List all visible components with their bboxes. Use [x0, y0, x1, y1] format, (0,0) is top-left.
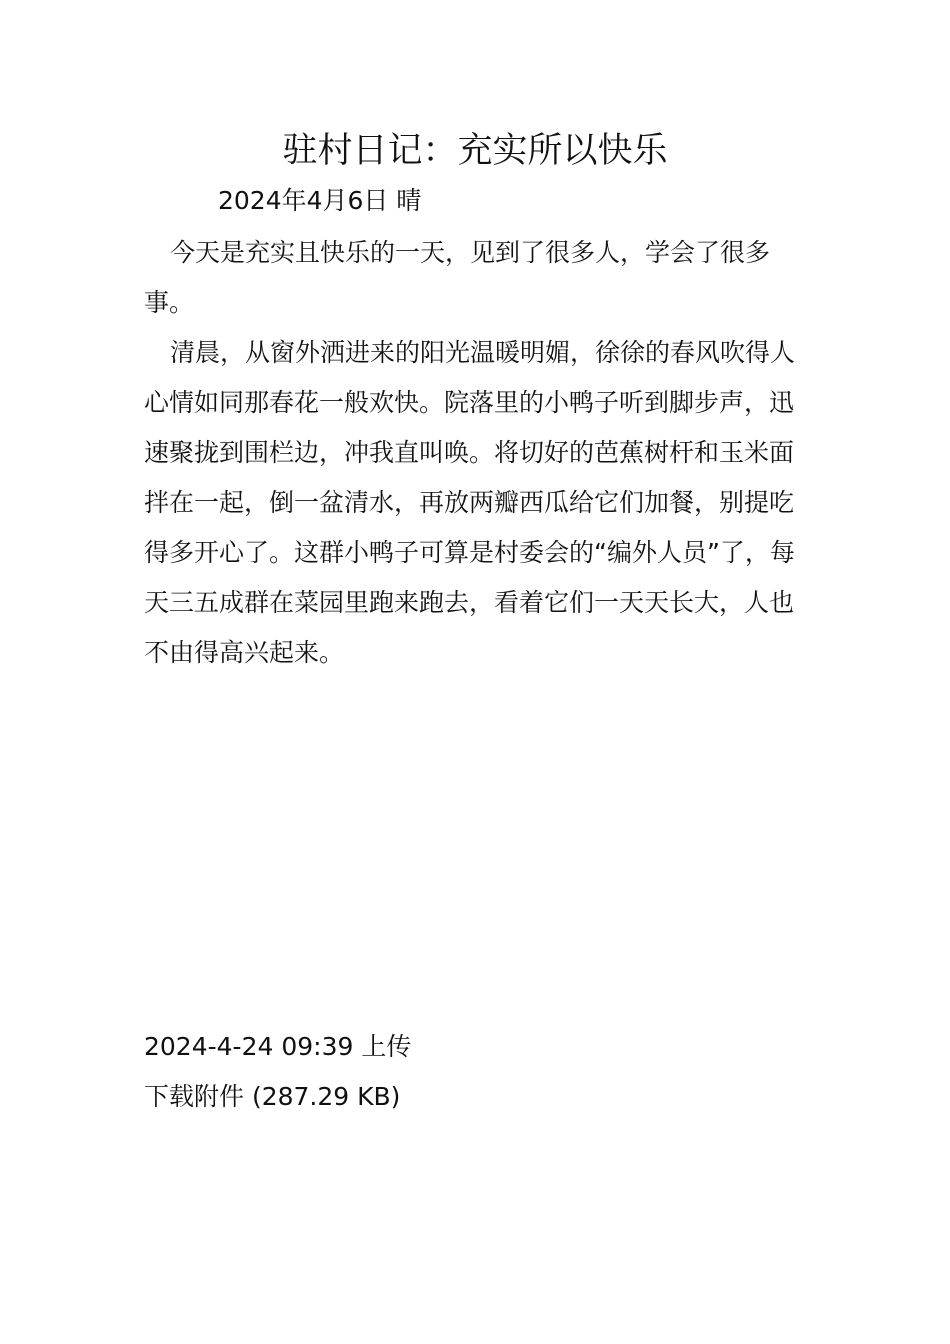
article-body — [144, 228, 808, 678]
paragraph-intro: 今天是充实且快乐的一天，见到了很多人，学会了很多事。 — [144, 238, 771, 317]
attachment-info — [144, 1022, 411, 1122]
download-attachment-link[interactable]: 下载附件 (287.29 KB) — [144, 1082, 401, 1111]
date-weather-line: 2024年4月6日 晴 — [218, 186, 422, 215]
page-title: 驻村日记：充实所以快乐 — [282, 131, 668, 171]
upload-timestamp: 2024-4-24 09:39 上传 — [144, 1032, 412, 1061]
paragraph-morning: 清晨，从窗外洒进来的阳光温暖明媚，徐徐的春风吹得人心情如同那春花一般欢快。院落里的小鸭子听到脚步声，迅速聚拢到围栏边，冲我直叫唤。将切好的芭蕉树杆和玉米面拌在一起，倒一盆清水，再放两瓣西瓜给它们加餐，别提吃得多开心了。这群小鸭子可算是村委会的“编外人员”了，每天三五成群在菜园里跑来跑去，看着它们一天天长大，人也不由得高兴起来。 — [144, 338, 796, 667]
